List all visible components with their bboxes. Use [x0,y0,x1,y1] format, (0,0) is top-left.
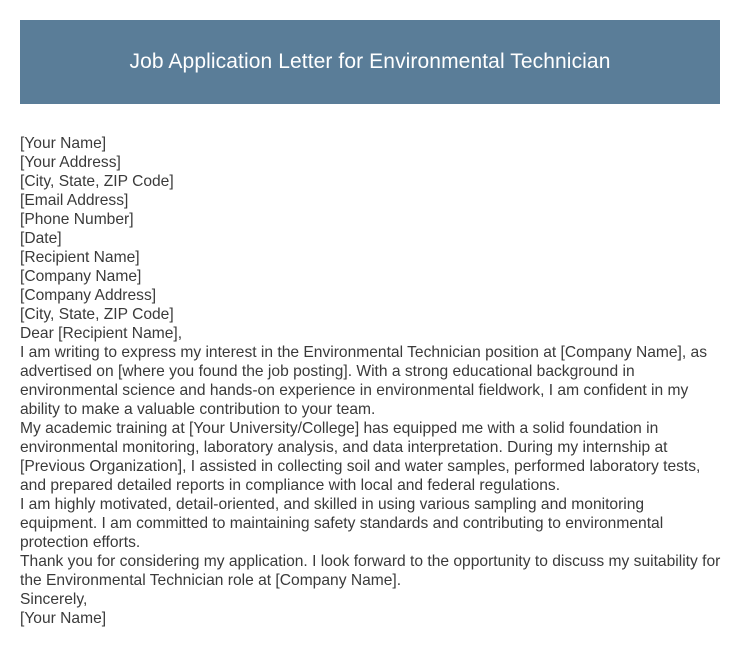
company-address: [Company Address] [20,287,157,304]
paragraph-education: My academic training at [Your University/College] has equipped me with a solid foundation in environmental monitoring, laboratory analysis, and data interpretation. During my internship at [Previous Organization], I assisted in collecting soil and water samples, performed laboratory tests, and prepared detailed reports in compliance with local and federal regulations. [20,420,701,494]
closing: Sincerely, [20,591,88,608]
company-city-state-zip: [City, State, ZIP Code] [20,306,174,323]
page-title: Job Application Letter for Environmental Technician [129,50,611,73]
letter-body [20,134,722,628]
paragraph-skills: I am highly motivated, detail-oriented, and skilled in using various sampling and monitoring equipment. I am committed to maintaining safety standards and contributing to environmental protection efforts. [20,496,664,551]
paragraph-thanks: Thank you for considering my application. I look forward to the opportunity to discuss my suitability for the Environmental Technician role at [Company Name]. [20,553,721,589]
company-name: [Company Name] [20,268,142,285]
sender-phone: [Phone Number] [20,211,134,228]
sender-email: [Email Address] [20,192,129,209]
sender-name: [Your Name] [20,135,107,152]
sender-city-state-zip: [City, State, ZIP Code] [20,173,174,190]
letter-date: [Date] [20,230,62,247]
signature-name: [Your Name] [20,610,107,627]
salutation: Dear [Recipient Name], [20,325,183,342]
recipient-name: [Recipient Name] [20,249,140,266]
title-banner [20,20,720,104]
sender-address: [Your Address] [20,154,121,171]
paragraph-interest: I am writing to express my interest in the Environmental Technician position at [Company Name], as advertised on [where you found the job posting]. With a strong educational background in environmental science and hands-on experience in environmental fieldwork, I am confident in my ability to make a valuable contribution to your team. [20,344,708,418]
